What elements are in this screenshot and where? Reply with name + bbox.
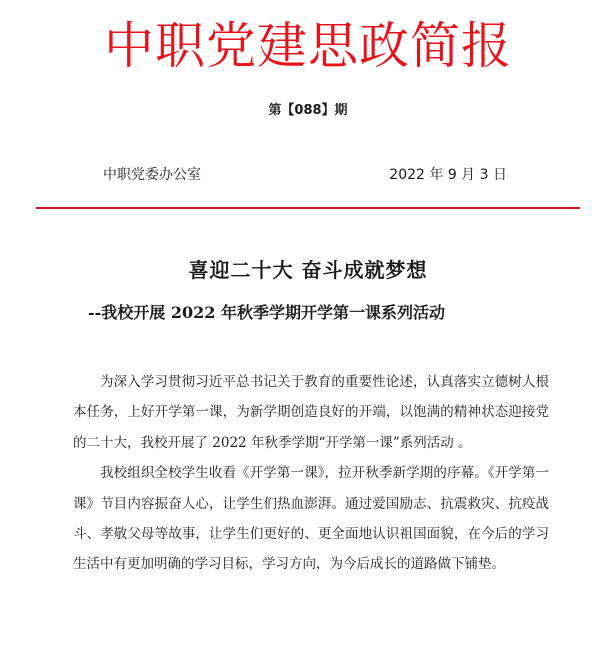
publisher-office: 中职党委办公室 — [103, 167, 201, 183]
masthead-divider — [36, 207, 580, 209]
article-paragraph: 我校组织全校学生收看《开学第一课》，拉开秋季新学期的序幕。《开学第一课》节目内容振奋人心，让学生们热血澎湃。通过爱国励志、抗震救灾、抗疫战斗、孝敬父母等故事，让学生们更好的、更全面地认识祖国面貌，在今后的学习生活中有更加明确的学习目标，学习方向，为今后成长的道路做下铺垫。 — [73, 465, 549, 573]
newsletter-masthead-title: 中职党建思政简报 — [104, 17, 512, 75]
article-body — [73, 367, 549, 580]
publication-date: 2022 年 9 月 3 日 — [389, 167, 507, 183]
publication-meta — [103, 165, 507, 185]
article-title: 喜迎二十大 奋斗成就梦想 — [188, 258, 428, 282]
issue-number: 第【088】期 — [268, 103, 348, 118]
article-paragraph: 为深入学习贯彻习近平总书记关于教育的重要性论述，认真落实立德树人根本任务，上好开学第一课，为新学期创造良好的开端，以饱满的精神状态迎接党的二十大，我校开展了 2022 年秋季学期“开学第一课”系列活动 。 — [73, 374, 549, 451]
article-subtitle: --我校开展 2022 年秋季学期开学第一课系列活动 — [88, 303, 445, 322]
